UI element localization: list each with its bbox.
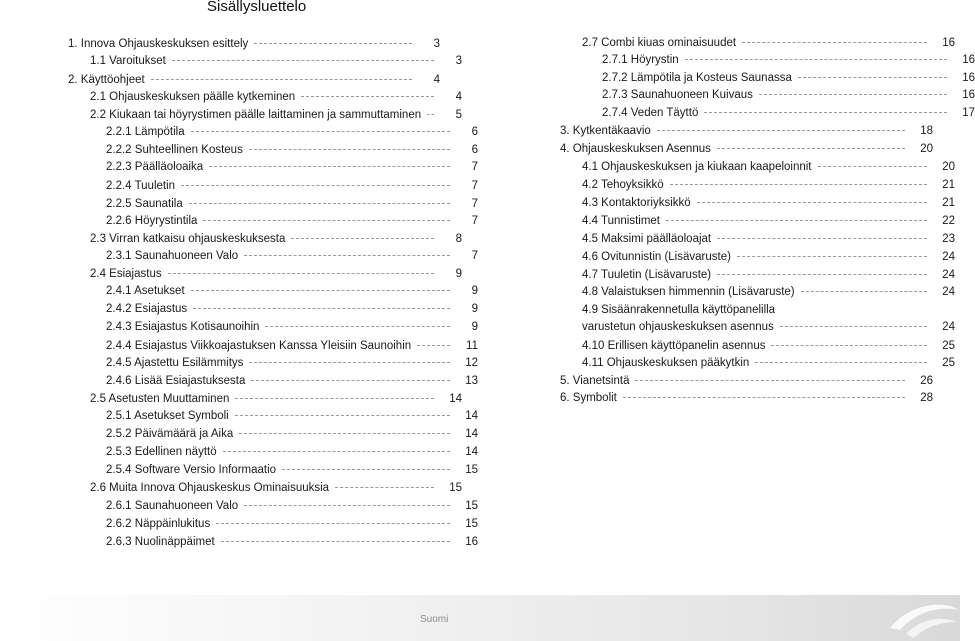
toc-page-number: 21: [942, 179, 955, 191]
toc-leader-dots: [670, 184, 927, 185]
toc-entry-title: 2.7.1 Höyrystin: [602, 54, 679, 66]
toc-page-number: 28: [920, 392, 933, 404]
toc-leader-dots: [151, 79, 412, 80]
toc-leader-dots: [759, 94, 947, 95]
toc-page-number: 14: [465, 410, 478, 422]
toc-page-number: 16: [962, 72, 975, 84]
toc-leader-dots: [717, 238, 927, 239]
toc-page-number: 25: [942, 357, 955, 369]
toc-entry[interactable]: [552, 339, 955, 353]
toc-leader-dots: [191, 131, 450, 132]
toc-page-number: 3: [433, 38, 440, 50]
toc-page-number: 23: [942, 233, 955, 245]
toc-page-number: 15: [449, 482, 462, 494]
toc-entry-title: 2.4.5 Ajastettu Esilämmitys: [106, 357, 244, 369]
toc-entry-title: 2.6.3 Nuolinäppäimet: [106, 536, 215, 548]
toc-entry-title: 1.1 Varoitukset: [90, 55, 166, 67]
toc-page-number: 20: [942, 161, 955, 173]
toc-leader-dots: [239, 433, 450, 434]
toc-entry[interactable]: [552, 53, 975, 67]
toc-entry-title: 2.6.2 Näppäinlukitus: [106, 518, 211, 530]
toc-entry[interactable]: [60, 339, 478, 353]
toc-leader-dots: [223, 451, 450, 452]
toc-entry-title: 2.6 Muita Innova Ohjauskeskus Ominaisuuksia: [90, 482, 330, 494]
toc-leader-dots: [755, 362, 927, 363]
toc-leader-dots: [265, 326, 450, 327]
toc-leader-dots: [666, 220, 927, 221]
toc-page-number: 24: [942, 321, 955, 333]
toc-leader-dots: [216, 523, 450, 524]
toc-entry-title: 2.2 Kiukaan tai höyrystimen päälle laittaminen ja sammuttaminen: [90, 109, 422, 121]
toc-leader-dots: [737, 256, 927, 257]
toc-entry-title: 4.8 Valaistuksen himmennin (Lisävaruste): [582, 286, 795, 298]
toc-leader-dots: [235, 415, 450, 416]
toc-entry-title: 2.5.1 Asetukset Symboli: [106, 410, 229, 422]
toc-page-number: 13: [465, 375, 478, 387]
toc-entry[interactable]: [60, 517, 478, 531]
toc-entry-title: 4.1 Ohjauskeskuksen ja kiukaan kaapeloinnit: [582, 161, 812, 173]
toc-page-number: 22: [942, 215, 955, 227]
toc-page-number: 4: [433, 74, 440, 86]
toc-leader-dots: [249, 362, 450, 363]
toc-entry-title: 2.5.2 Päivämäärä ja Aika: [106, 428, 234, 440]
toc-entry[interactable]: [60, 481, 462, 495]
toc-leader-dots: [291, 238, 434, 239]
toc-entry[interactable]: [552, 178, 955, 192]
toc-leader-dots: [249, 149, 450, 150]
toc-page-number: 20: [920, 143, 933, 155]
toc-leader-dots: [704, 112, 947, 113]
toc-page-number: 16: [962, 89, 975, 101]
toc-entry-title: 2.7 Combi kiuas ominaisuudet: [582, 37, 737, 49]
toc-leader-dots: [172, 60, 434, 61]
toc-entry[interactable]: [60, 90, 462, 104]
toc-entry[interactable]: [552, 374, 933, 388]
page-title: Sisällysluettelo: [207, 0, 307, 15]
toc-leader-dots: [244, 255, 450, 256]
toc-page-number: 6: [471, 144, 478, 156]
toc-entry[interactable]: [60, 214, 478, 228]
toc-page-number: 6: [471, 126, 478, 138]
toc-entry[interactable]: [60, 197, 478, 211]
toc-entry[interactable]: [60, 143, 478, 157]
toc-entry[interactable]: [552, 214, 955, 228]
toc-entry-title: 4.7 Tuuletin (Lisävaruste): [582, 269, 712, 281]
toc-entry-title: 2.1 Ohjauskeskuksen päälle kytkeminen: [90, 91, 296, 103]
toc-entry[interactable]: [60, 37, 440, 51]
toc-entry[interactable]: [552, 250, 955, 264]
toc-page-number: 24: [942, 286, 955, 298]
toc-entry[interactable]: [60, 125, 478, 139]
toc-entry[interactable]: [60, 179, 478, 193]
toc-entry[interactable]: [60, 160, 478, 174]
toc-entry[interactable]: [552, 356, 955, 370]
toc-page-number: 24: [942, 251, 955, 263]
toc-leader-dots: [181, 185, 450, 186]
toc-entry[interactable]: [60, 232, 462, 246]
toc-entry-title: 4.11 Ohjauskeskuksen pääkytkin: [582, 357, 750, 369]
toc-entry-title: 4.3 Kontaktoriyksikkö: [582, 197, 691, 209]
toc-entry[interactable]: [60, 535, 478, 549]
toc-page-number: 12: [465, 357, 478, 369]
toc-entry-title: 2.2.6 Höyrystintila: [106, 215, 198, 227]
toc-page-number: 25: [942, 340, 955, 352]
toc-page-number: 16: [942, 37, 955, 49]
toc-entry-title: varustetun ohjauskeskuksen asennus: [582, 321, 774, 333]
toc-page-number: 9: [471, 321, 478, 333]
toc-entry-title: 4.4 Tunnistimet: [582, 215, 660, 227]
toc-entry[interactable]: [552, 88, 975, 102]
toc-entry[interactable]: [552, 106, 975, 120]
toc-page-number: 11: [466, 340, 478, 352]
toc-entry[interactable]: [552, 124, 933, 138]
toc-entry-title: 4.2 Tehoyksikkö: [582, 179, 664, 191]
toc-page-number: 7: [471, 161, 478, 173]
toc-entry-title: 4.9 Sisäänrakennetulla käyttöpanelilla: [582, 304, 776, 316]
toc-leader-dots: [417, 345, 450, 346]
toc-entry-title: 2.4 Esiajastus: [90, 268, 162, 280]
toc-entry[interactable]: [60, 54, 462, 68]
toc-entry[interactable]: [60, 356, 478, 370]
toc-page-number: 4: [455, 91, 462, 103]
toc-page-number: 9: [471, 303, 478, 315]
toc-entry-title: 2.7.2 Lämpötila ja Kosteus Saunassa: [602, 72, 792, 84]
toc-page-number: 15: [465, 500, 478, 512]
toc-entry[interactable]: [60, 409, 478, 423]
toc-entry-title: 3. Kytkentäkaavio: [560, 125, 651, 137]
toc-leader-dots: [798, 77, 947, 78]
toc-page-number: 14: [465, 428, 478, 440]
toc-leader-dots: [209, 166, 450, 167]
toc-leader-dots: [221, 541, 450, 542]
toc-entry[interactable]: [552, 285, 955, 299]
toc-entry-title: 2.7.3 Saunahuoneen Kuivaus: [602, 89, 753, 101]
toc-leader-dots: [742, 42, 927, 43]
toc-entry-title: 2.4.3 Esiajastus Kotisaunoihin: [106, 321, 260, 333]
toc-entry-title: 4.5 Maksimi päälläoloajat: [582, 233, 712, 245]
toc-entry[interactable]: [552, 36, 955, 50]
toc-leader-dots: [623, 397, 905, 398]
toc-entry-title: 2.7.4 Veden Täyttö: [602, 107, 699, 119]
brand-swoosh-icon: [880, 598, 960, 641]
toc-leader-dots: [193, 308, 450, 309]
toc-page-number: 16: [465, 536, 478, 548]
footer-bar: [0, 595, 960, 641]
toc-leader-dots: [818, 166, 927, 167]
toc-page-number: 15: [465, 464, 478, 476]
toc-leader-dots: [685, 59, 947, 60]
toc-leader-dots: [801, 291, 927, 292]
footer-language-label: Suomi: [420, 614, 449, 625]
toc-entry-title: 4.6 Ovitunnistin (Lisävaruste): [582, 251, 731, 263]
toc-entry[interactable]: [552, 391, 933, 405]
toc-entry[interactable]: [60, 427, 478, 441]
toc-entry-title: 2.3.1 Saunahuoneen Valo: [106, 250, 239, 262]
toc-page-number: 8: [455, 233, 462, 245]
toc-entry-title: 2.5.4 Software Versio Informaatio: [106, 464, 277, 476]
toc-entry[interactable]: [552, 320, 955, 334]
toc-entry[interactable]: [60, 302, 478, 316]
toc-page-number: 17: [962, 107, 975, 119]
toc-entry[interactable]: [60, 73, 440, 87]
toc-page-number: 24: [942, 269, 955, 281]
toc-page-number: 14: [449, 393, 462, 405]
toc-entry[interactable]: [552, 71, 975, 85]
toc-entry-title: 2.2.2 Suhteellinen Kosteus: [106, 144, 243, 156]
toc-leader-dots: [771, 345, 927, 346]
toc-leader-dots: [717, 274, 927, 275]
toc-leader-dots: [635, 380, 905, 381]
toc-entry-title: 2.2.4 Tuuletin: [106, 180, 176, 192]
toc-page-number: 9: [455, 268, 462, 280]
toc-page-number: 9: [471, 285, 478, 297]
toc-page-number: 16: [962, 54, 975, 66]
toc-entry-title: 2.4.4 Esiajastus Viikkoajastuksen Kanssa Yleisiin Saunoihin: [106, 340, 412, 352]
toc-entry-title: 2.4.1 Asetukset: [106, 285, 185, 297]
toc-entry[interactable]: [552, 142, 933, 156]
toc-entry-title: 1. Innova Ohjauskeskuksen esittely: [68, 38, 249, 50]
toc-page-number: 26: [920, 375, 933, 387]
toc-entry-title: 4.10 Erillisen käyttöpanelin asennus: [582, 340, 766, 352]
toc-entry[interactable]: [60, 284, 478, 298]
toc-entry[interactable]: [552, 160, 955, 174]
toc-page-number: 18: [920, 125, 933, 137]
toc-entry[interactable]: [60, 392, 462, 406]
toc-entry[interactable]: [552, 196, 955, 210]
toc-leader-dots: [335, 487, 434, 488]
toc-leader-dots: [282, 469, 450, 470]
toc-entry-title: 2.3 Virran katkaisu ohjauskeskuksesta: [90, 233, 286, 245]
toc-leader-dots: [235, 398, 434, 399]
toc-entry[interactable]: [60, 463, 478, 477]
toc-entry-title: 2. Käyttöohjeet: [68, 74, 145, 86]
toc-leader-dots: [244, 505, 450, 506]
toc-page-number: 7: [471, 198, 478, 210]
toc-entry[interactable]: [60, 249, 478, 263]
toc-page-number: 15: [465, 518, 478, 530]
toc-leader-dots: [168, 273, 434, 274]
toc-entry[interactable]: [60, 445, 478, 459]
toc-leader-dots: [191, 290, 450, 291]
toc-page-number: 5: [455, 109, 462, 121]
toc-leader-dots: [189, 203, 450, 204]
toc-leader-dots: [657, 130, 905, 131]
toc-entry-title: 2.5 Asetusten Muuttaminen: [90, 393, 230, 405]
toc-entry-title: 2.6.1 Saunahuoneen Valo: [106, 500, 239, 512]
toc-leader-dots: [697, 202, 927, 203]
toc-entry[interactable]: [552, 268, 955, 282]
toc-page-number: 7: [471, 250, 478, 262]
toc-entry-title: 2.4.2 Esiajastus: [106, 303, 188, 315]
toc-entry[interactable]: [60, 320, 478, 334]
toc-entry[interactable]: [60, 499, 478, 513]
toc-page-number: 3: [455, 55, 462, 67]
toc-entry-title: 2.4.6 Lisää Esiajastuksesta: [106, 375, 246, 387]
toc-leader-dots: [301, 96, 434, 97]
toc-entry[interactable]: [60, 374, 478, 388]
toc-page-number: 21: [942, 197, 955, 209]
toc-entry-title: 6. Symbolit: [560, 392, 617, 404]
toc-entry[interactable]: [552, 303, 955, 317]
toc-page-number: 7: [471, 180, 478, 192]
toc-entry-title: 4. Ohjauskeskuksen Asennus: [560, 143, 711, 155]
toc-leader-dots: [717, 148, 905, 149]
toc-leader-dots: [254, 43, 412, 44]
toc-page-number: 14: [465, 446, 478, 458]
toc-leader-dots: [203, 220, 450, 221]
toc-entry-title: 2.2.1 Lämpötila: [106, 126, 185, 138]
toc-entry-title: 5. Vianetsintä: [560, 375, 630, 387]
toc-leader-dots: [427, 114, 434, 115]
toc-entry-title: 2.2.5 Saunatila: [106, 198, 183, 210]
toc-entry-title: 2.5.3 Edellinen näyttö: [106, 446, 217, 458]
toc-entry[interactable]: [552, 232, 955, 246]
toc-page-number: 7: [471, 215, 478, 227]
toc-entry[interactable]: [60, 108, 462, 122]
toc-entry-title: 2.2.3 Päälläoloaika: [106, 161, 204, 173]
toc-leader-dots: [251, 380, 450, 381]
toc-entry[interactable]: [60, 267, 462, 281]
toc-leader-dots: [780, 326, 927, 327]
